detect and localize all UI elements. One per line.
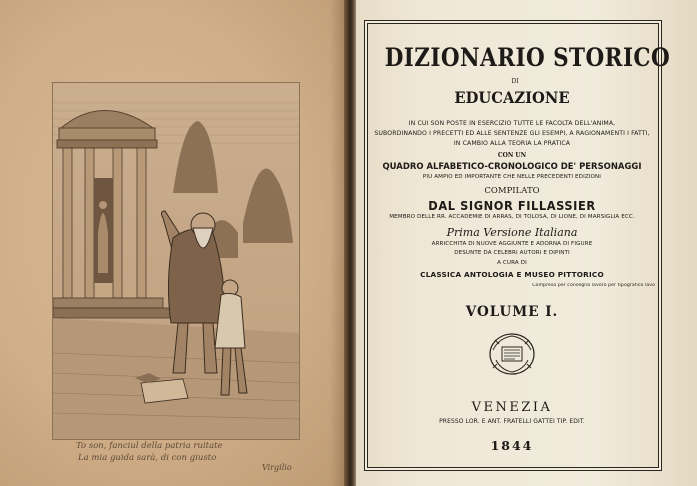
description-line-1: IN CUI SON POSTE IN ESERCIZIO TUTTE LE FACOLTA DELL'ANIMA,: [408, 120, 616, 127]
frontispiece-engraving: [52, 82, 300, 440]
author-name: DAL SIGNOR FILLASSIER: [428, 199, 596, 213]
translation-note: Prima Versione Italiana: [446, 226, 578, 239]
frontispiece-caption-signature: Virgilio: [262, 463, 292, 472]
publisher-series: CLASSICA ANTOLOGIA E MUSEO PITTORICO: [420, 270, 604, 279]
quadro-heading: QUADRO ALFABETICO-CRONOLOGICO DE' PERSONAGGI: [382, 161, 642, 172]
a-cura-label: A CURA DI: [497, 260, 527, 266]
book-subject: EDUCAZIONE: [454, 88, 570, 107]
frontispiece-caption-line-1: To son, fanciul della patria ruitate: [76, 441, 223, 451]
frontispiece-caption-line-2: La mia guida sarà, di con giusto: [78, 453, 217, 463]
compilato-label: COMPILATO: [484, 186, 540, 196]
con-un-label: CON UN: [497, 152, 527, 159]
enrichment-line-2: DESUNTE DA CELEBRI AUTORI E DIPINTI: [454, 250, 570, 256]
description-line-2: SUBORDINANDO I PRECETTI ED ALLE SENTENZE GLI ESEMPI, A RAGIONAMENTI I FATTI,: [374, 130, 650, 137]
enrichment-line-1: ARRICCHITA DI NUOVE AGGIUNTE E ADORNA DI FIGURE: [431, 241, 593, 247]
printer-emblem-icon: [487, 330, 537, 378]
printer-line: PRESSO LOR. E ANT. FRATELLI GATTEI TIP. EDIT.: [439, 418, 585, 425]
piu-ampio-line: PIÙ AMPIO ED IMPORTANTE CHE NELLE PRECEDENTI EDIZIONI: [422, 174, 602, 180]
author-affiliations: MEMBRO DELLE RR. ACCADEMIE DI ARRAS, DI TOLOSA, DI LIONE, DI MARSIGLIA ECC.: [389, 214, 635, 220]
description-line-3: IN CAMBIO ALLA TEORIA LA PRATICA: [453, 140, 571, 147]
copyright-note: Compreso per consegna lavoro per tipografico lavo: [532, 283, 655, 288]
book-title: DIZIONARIO STORICO: [384, 43, 671, 72]
publication-year: 1844: [490, 438, 534, 453]
title-connector-di: DI: [511, 78, 519, 85]
volume-number: VOLUME I.: [465, 304, 559, 320]
publication-city: VENEZIA: [471, 400, 553, 415]
